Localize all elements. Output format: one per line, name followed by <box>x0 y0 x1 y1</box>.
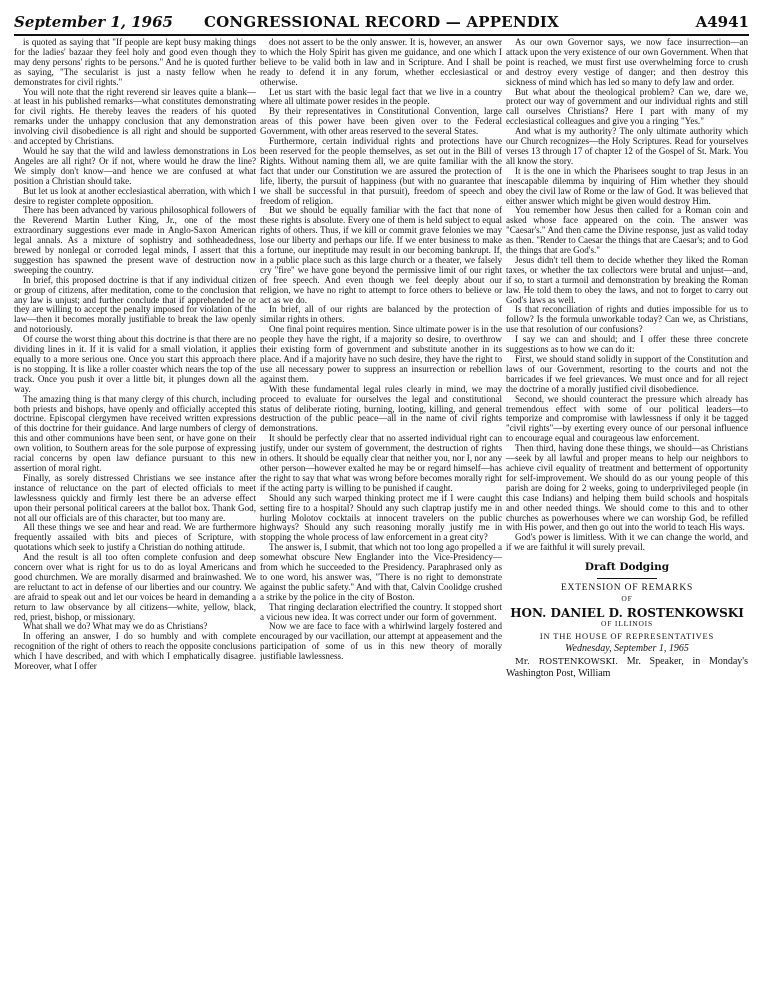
section-title: Draft Dodging <box>584 561 670 574</box>
paragraph: You will note that the right reverend sir leaves quite a blank—at least in his published remarks—what constitutes demonstrating for civil rights. He thereby leaves the readers of his quoted remarks under the unhappy conclusion that any demonstration involving civil disobedience is all right and should be supported and accepted by Christians. <box>14 86 256 147</box>
paragraph: Should any such warped thinking protect me if I were caught setting fire to a hospital? Should any such claptrap justify me in hurling Molotov cocktails at innocent travelers on the public highways? Should any such reasoning morally justify me in stopping the whole process of law enforcement in a great city? <box>260 492 502 543</box>
paragraph: In brief, all of our rights are balanced by the protection of similar rights in others. <box>260 304 502 325</box>
column-3-body <box>506 38 748 553</box>
paragraph: And the result is all too often complete confusion and deep concern over what is right for us to do as loyal Americans and good churchmen. We are morally disarmed and brainwashed. We are reluctant to act in defense of our liberties and our country. We are afraid to speak out and let our voices be heard in demanding a return to law observance by all citizens—white, yellow, black, red, priest, bishop, or missionary. <box>14 552 256 622</box>
page-header <box>14 4 749 36</box>
paragraph: Second, we should counteract the pressure which already has tremendous effect with some of our political leaders—to temporize and compromise with lawlessness if only it be tagged "civil rights"—by exerting every ounce of our personal influence to encourage equal and courageous law enforcement. <box>506 393 748 444</box>
house-label: IN THE HOUSE OF REPRESENTATIVES <box>539 630 715 641</box>
text-column-3 <box>506 38 748 984</box>
paragraph: does not assert to be the only answer. It is, however, an answer to which the Holy Spirit has given me guidance, and one which I believe to be valid both in law and in Scripture. And I shall be ready to defend it in any forum, whether ecclesiastical or otherwise. <box>260 38 502 87</box>
paragraph: One final point requires mention. Since ultimate power is in the people they have the right, if a majority so desire, to overthrow their existing form of government and substitute another in its place. And if a majority have no such desire, they have the right to use all necessary power to suppress an insurrection or rebellion against them. <box>260 324 502 384</box>
paragraph: First, we should stand solidly in support of the Constitution and laws of our Government, resorting to the courts and not the barricades if we feel grievances. We must once and for all reject the doctrine of a morally justified civil disobedience. <box>506 354 748 394</box>
text-column-1 <box>14 38 256 984</box>
paragraph: The amazing thing is that many clergy of this church, including both priests and bishops, have openly and officially accepted this doctrine. Episcopal clergymen have received written expressions of this doctrine for their guidance. And large numbers of clergy of this and other communions have been sent, or have gone on their own volition, to Southern areas for the sole purpose of expressing racial concerns by open law defiance pursuant to this new assertion of moral right. <box>14 393 256 473</box>
paragraph: By their representatives in Constitutional Convention, large areas of this power have been given over to the Federal Government, with other areas reserved to the several States. <box>260 106 502 137</box>
extension-label: EXTENSION OF REMARKS <box>560 583 694 594</box>
paragraph: As our own Governor says, we now face insurrection—an attack upon the very existence of our own Government. When that point is reached, we must first use overwhelming force to crush and destroy every vestige of danger; and then destroy this sickness of mind which has led so many to defy law and order. <box>506 38 748 87</box>
opening-paragraph <box>506 656 748 679</box>
paragraph: That ringing declaration electrified the country. It stopped short a vicious new idea. It was correct under our form of government. <box>260 601 502 622</box>
paragraph: Finally, as sorely distressed Christians we see instance after instance of reluctance on the part of elected officials to meet lawlessness quickly and firmly lest there be an adverse effect upon their personal political careers at the ballot box. Thank God, not all our officials are of this character, but too many are. <box>14 472 256 523</box>
paragraph: In brief, this proposed doctrine is that if any individual citizen or group of citizens, after meditation, come to the conclusion that any law is unjust; and further conclude that if apprehended he or they are willing to accept the penalty imposed for violation of the law—then it becomes morally justifiable to break the law openly and notoriously. <box>14 274 256 335</box>
paragraph: Is that reconciliation of rights and duties impossible for us to follow? Is the formula unworkable today? Can we, as Christians, use that resolution of our confusions? <box>506 304 748 335</box>
paragraph: Let us start with the basic legal fact that we live in a country where all ultimate power resides in the people. <box>260 86 502 107</box>
paragraph: But what about the theological problem? Can we, dare we, protect our way of government and our individual rights and still call ourselves Christians? Here I part with many of my ecclesiastical colleagues and give you a ringing "Yes." <box>506 86 748 127</box>
paragraph: God's power is limitless. With it we can change the world, and if we are faithful it will surely prevail. <box>506 532 748 553</box>
header-date: September 1, 1965 <box>14 13 173 31</box>
paragraph: But we should be equally familiar with the fact that none of these rights is absolute. Every one of them is held subject to equal rights of others. Thus, if we kill or commit grave felonies we may lose our liberty and perhaps our life. If we enter business to make a fortune, our ineptitude may result in our becoming bankrupt. If, in a public place such as this large church or a theater, we falsely cry "fire" we have gone beyond the permissive limit of our right of free speech. And even though we feel deeply about our religion, we have no right to attempt to force others to believe or act as we do. <box>260 205 502 305</box>
paragraph: The answer is, I submit, that which not too long ago propelled a somewhat obscure New Englander into the Vice-Presidency—from which he succeeded to the Presidency. Paraphrased only as to one word, his answer was, "There is no right to demonstrate against the public safety." And with that, Calvin Coolidge crushed a strike by the police in the city of Boston. <box>260 542 502 602</box>
speaker-name: Mr. ROSTENKOWSKI. <box>515 657 619 668</box>
paragraph: Of course the worst thing about this doctrine is that there are no dividing lines in it. If it is valid for a small violation, it applies equally to a more serious one. Once you start this approach there is no stopping. It is like a roller coaster which nears the top of the track. Once you push it over a little bit, it plunges down all the way. <box>14 334 256 394</box>
of-label: OF <box>621 593 633 603</box>
paragraph: What shall we do? What may we do as Christians? <box>23 621 208 632</box>
section-divider <box>597 578 657 579</box>
paragraph: But let us look at another ecclesiastical aberration, with which I desire to register complete opposition. <box>14 185 256 206</box>
representative-name: HON. DANIEL D. ROSTENKOWSKI <box>510 605 744 620</box>
header-title: CONGRESSIONAL RECORD — APPENDIX <box>204 13 559 31</box>
extension-of-remarks <box>506 584 748 594</box>
representative-state: OF ILLINOIS <box>601 618 653 628</box>
paragraph: All these things we see and hear and read. We are furthermore frequently assailed with bits and pieces of Scripture, with quotations which seek to justify a Christian do nothing attitude. <box>14 522 256 553</box>
remarks-date: Wednesday, September 1, 1965 <box>565 642 689 654</box>
paragraph: It is the one in which the Pharisees sought to trap Jesus in an inescapable dilemma by inquiring of Him whether they should obey the civil law of Rome or the law of God. It was believed that either answer which might be given would destroy Him. <box>506 165 748 206</box>
text-column-2 <box>260 38 502 984</box>
paragraph: Furthermore, certain individual rights and protections have been reserved for the people themselves, as set out in the Bill of Rights. Without naming them all, we are quite familiar with the fact that under our Constitution we are assured the protection of life, liberty, the pursuit of happiness (but with no guarantee that we shall be successful in that pursuit), freedom of speech and freedom of religion. <box>260 136 502 206</box>
paragraph: I say we can and should; and I offer these three concrete suggestions as to how we can do it: <box>506 334 748 355</box>
paragraph: Jesus didn't tell them to decide whether they liked the Roman taxes, or whether the tax collectors were brutal and unjust—and, if so, to start a turmoil and demonstration by breaking the Roman law. He told them to obey the laws, and not to forget to carry out God's laws as well. <box>506 254 748 305</box>
paragraph: It should be perfectly clear that no asserted individual right can justify, under our system of government, the destruction of rights in others. It should be equally clear that neither you, nor I, nor any other person—however exalted he may be or regard himself—has the right to say that what was wrong before becomes morally right if the acting party is willing to be punished if caught. <box>260 433 502 493</box>
paragraph: Now we are face to face with a whirlwind largely fostered and encouraged by our vacillation, our attempt at appeasement and the participation of some of us in this new theory of morally justifiable lawlessness. <box>260 621 502 662</box>
paragraph: is quoted as saying that "If people are kept busy making things for the ladies' bazaar they feel holy and good even though they may deny persons' rights to be persons." And he is quoted further as saying, "The secularist is just a nasty fellow when he demonstrates for civil rights." <box>14 38 256 87</box>
opening-text: Mr. Speaker, in Monday's Washington Post, William <box>506 656 748 680</box>
paragraph: Then third, having done these things, we should—as Christians—seek by all lawful and proper means to help our neighbors to achieve civil equality of treatment and betterment of opportunity for self-improvement. We should do as our young people of this parish are doing for 2 weeks, going to underprivileged people (in this case Indians) and helping them build schools and hospitals and other needed things. We should come to this and to other churches as powerhouses where we can worship God, be refilled with His power, and then go out into the world to teach His ways. <box>506 443 748 533</box>
paragraph: And what is my authority? The only ultimate authority which our Church recognizes—the Holy Scriptures. Read for yourselves verses 13 through 17 of chapter 12 of the Gospel of St. Mark. You all know the story. <box>506 126 748 166</box>
paragraph: You remember how Jesus then called for a Roman coin and asked whose face appeared on the coin. The answer was "Caesar's." And then came the Divine response, just as valid today as then. "Render to Caesar the things that are Caesar's; and to God the things that are God's." <box>506 205 748 256</box>
paragraph: In offering an answer, I do so humbly and with complete recognition of the right of others to reach the opposite conclusions which I have described, and with which I emphatically disagree. Moreover, what I offer <box>14 631 256 672</box>
header-page-number: A4941 <box>695 13 749 31</box>
paragraph: There has been advanced by various philosophical followers of the Reverend Martin Luther King, Jr., one of the most extraordinary suggestions ever made in Anglo-Saxon American legal annals. As a mixture of sophistry and sothheadedness, brewed by nonlegal or corroded legal minds, I assert that this suggestion has spawned the present wave of destruction now sweeping the country. <box>14 205 256 275</box>
paragraph: Would he say that the wild and lawless demonstrations in Los Angeles are all right? Or if not, where would he draw the line? We simply don't know—and hence we are confused at what position a Christian should take. <box>14 145 256 186</box>
paragraph: With these fundamental legal rules clearly in mind, we may proceed to evaluate for ourselves the legal and constitutional status of deliberate rioting, burning, looting, killing, and general destruction of the public peace—all in the name of civil rights demonstrations. <box>260 383 502 434</box>
